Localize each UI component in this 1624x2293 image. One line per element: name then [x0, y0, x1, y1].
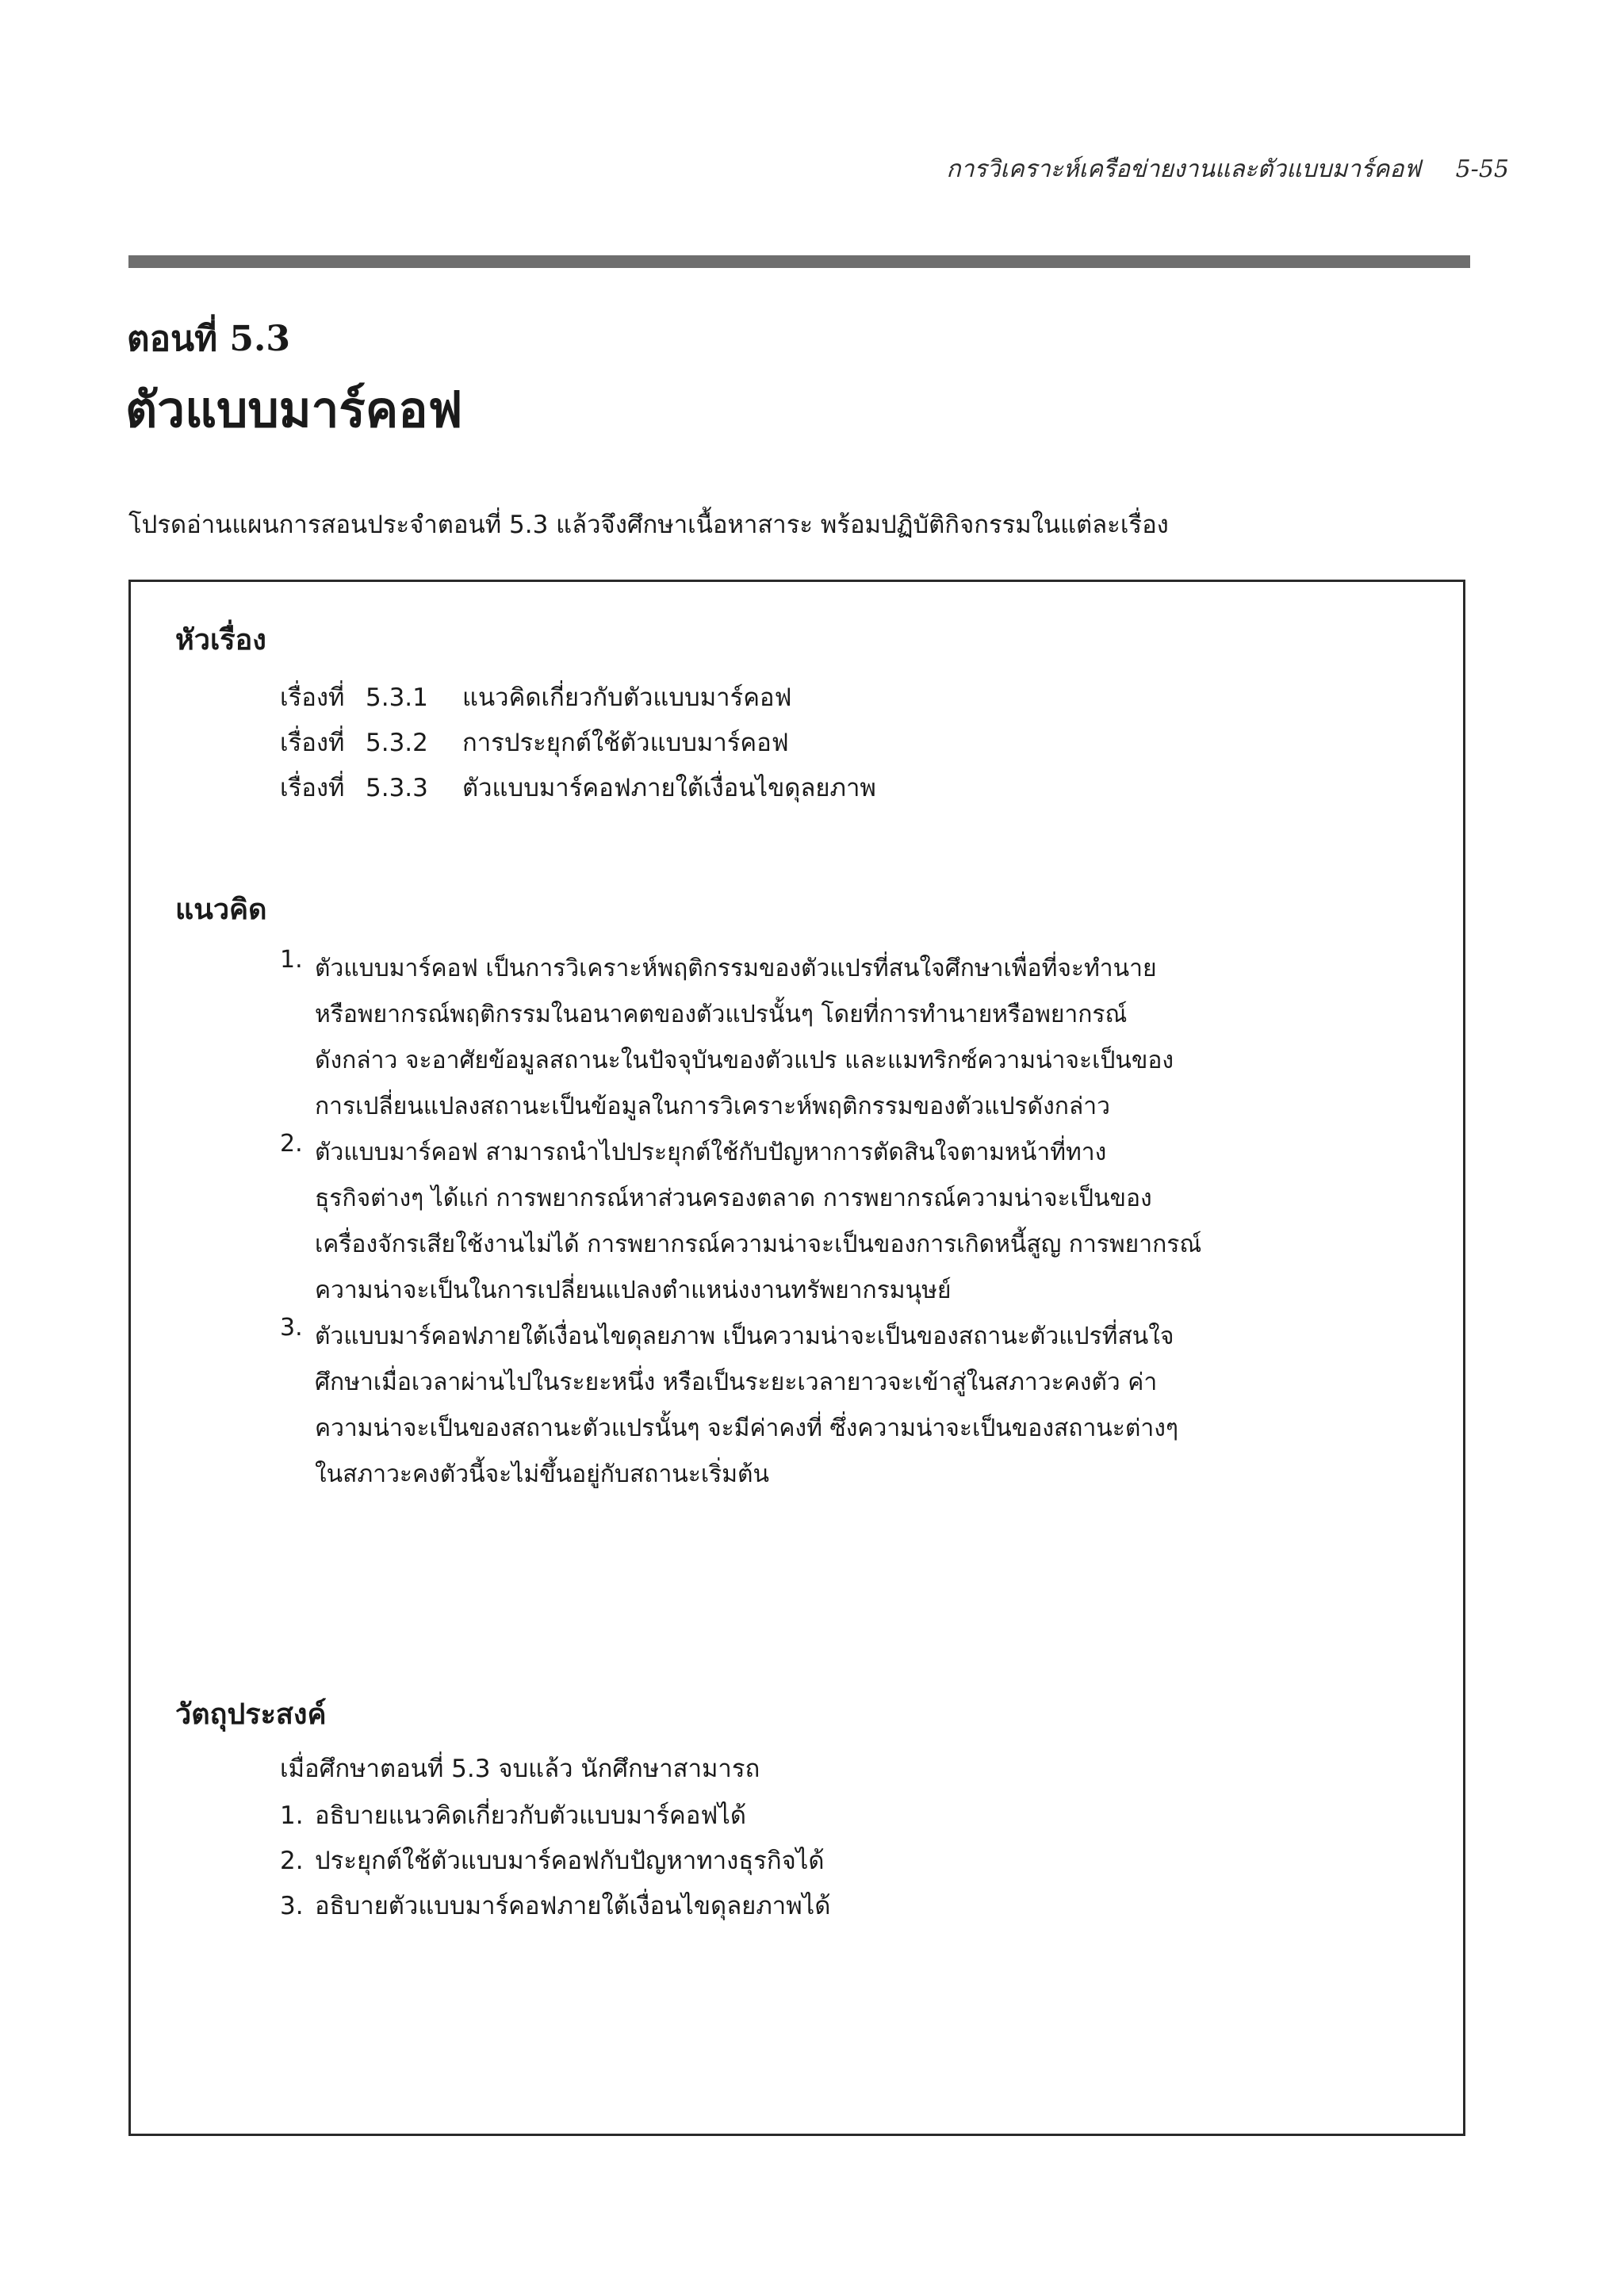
topic-title: การประยุกต์ใช้ตัวแบบมาร์คอฟ — [462, 729, 789, 757]
concept-number: 1. — [280, 946, 303, 974]
concept-number: 2. — [280, 1130, 303, 1158]
page-number: 5-55 — [1455, 155, 1509, 183]
part-title: ตัวแบบมาร์คอฟ — [125, 381, 463, 438]
concept-list — [280, 946, 1335, 1498]
concept-line: เครื่องจักรเสียใช้งานไม่ได้ การพยากรณ์ความน่าจะเป็นของการเกิดหนี้สูญ การพยากรณ์ — [315, 1231, 1202, 1258]
topic-prefix: เรื่องที่ — [280, 729, 345, 757]
objective-text: อธิบายแนวคิดเกี่ยวกับตัวแบบมาร์คอฟได้ — [315, 1801, 747, 1830]
concept-line: ตัวแบบมาร์คอฟ เป็นการวิเคราะห์พฤติกรรมของตัวแปรที่สนใจศึกษาเพื่อที่จะทำนาย — [315, 955, 1157, 982]
topic-item — [280, 676, 876, 721]
topic-prefix: เรื่องที่ — [280, 774, 345, 802]
concept-line: ดังกล่าว จะอาศัยข้อมูลสถานะในปัจจุบันของตัวแปร และแมทริกซ์ความน่าจะเป็นของ — [315, 1047, 1174, 1074]
objective-item — [280, 1839, 830, 1884]
objective-number: 1. — [280, 1801, 304, 1830]
part-number: ตอนที่ 5.3 — [127, 319, 290, 359]
objective-text: ประยุกต์ใช้ตัวแบบมาร์คอฟกับปัญหาทางธุรกิจได้ — [315, 1847, 825, 1875]
topic-number: 5.3.1 — [366, 683, 428, 712]
concepts-heading: แนวคิด — [175, 893, 267, 926]
topic-number: 5.3.2 — [366, 729, 428, 757]
study-plan-box — [128, 580, 1465, 2136]
concept-line: ตัวแบบมาร์คอฟภายใต้เงื่อนไขดุลยภาพ เป็นความน่าจะเป็นของสถานะตัวแปรที่สนใจ — [315, 1323, 1174, 1350]
objective-list — [280, 1793, 830, 1929]
concept-line: ธุรกิจต่างๆ ได้แก่ การพยากรณ์หาส่วนครองตลาด การพยากรณ์ความน่าจะเป็นของ — [315, 1185, 1152, 1212]
topic-title: แนวคิดเกี่ยวกับตัวแบบมาร์คอฟ — [462, 683, 792, 712]
concept-line: ความน่าจะเป็นในการเปลี่ยนแปลงตำแหน่งงานทรัพยากรมนุษย์ — [315, 1277, 952, 1304]
concept-item — [280, 946, 1335, 1130]
concept-line: ความน่าจะเป็นของสถานะตัวแปรนั้นๆ จะมีค่าคงที่ ซึ่งความน่าจะเป็นของสถานะต่างๆ — [315, 1414, 1178, 1442]
topic-item — [280, 721, 876, 766]
objectives-lead: เมื่อศึกษาตอนที่ 5.3 จบแล้ว นักศึกษาสามารถ — [280, 1755, 760, 1783]
objective-number: 2. — [280, 1847, 304, 1875]
objective-item — [280, 1793, 830, 1839]
topic-list — [280, 676, 876, 811]
topic-title: ตัวแบบมาร์คอฟภายใต้เงื่อนไขดุลยภาพ — [462, 774, 876, 802]
concept-item — [280, 1314, 1335, 1498]
objective-number: 3. — [280, 1892, 304, 1920]
concept-line: การเปลี่ยนแปลงสถานะเป็นข้อมูลในการวิเคราะห์พฤติกรรมของตัวแปรดังกล่าว — [315, 1093, 1110, 1120]
running-title: การวิเคราะห์เครือข่ายงานและตัวแบบมาร์คอฟ — [946, 155, 1421, 183]
page-header — [946, 151, 1509, 188]
concept-line: ในสภาวะคงตัวนี้จะไม่ขึ้นอยู่กับสถานะเริ่มต้น — [315, 1460, 770, 1488]
topic-prefix: เรื่องที่ — [280, 683, 345, 712]
objective-item — [280, 1884, 830, 1929]
objective-text: อธิบายตัวแบบมาร์คอฟภายใต้เงื่อนไขดุลยภาพได้ — [315, 1892, 831, 1920]
objectives-heading: วัตถุประสงค์ — [175, 1698, 327, 1731]
concept-number: 3. — [280, 1314, 303, 1342]
concept-line: หรือพยากรณ์พฤติกรรมในอนาคตของตัวแปรนั้นๆ โดยที่การทำนายหรือพยากรณ์ — [315, 1001, 1128, 1028]
header-rule — [128, 255, 1470, 268]
topics-heading: หัวเรื่อง — [175, 623, 266, 657]
concept-item — [280, 1130, 1335, 1314]
intro-text: โปรดอ่านแผนการสอนประจำตอนที่ 5.3 แล้วจึงศึกษาเนื้อหาสาระ พร้อมปฏิบัติกิจกรรมในแต่ละเรื่อง — [128, 511, 1169, 539]
topic-number: 5.3.3 — [366, 774, 428, 802]
concept-line: ศึกษาเมื่อเวลาผ่านไปในระยะหนึ่ง หรือเป็นระยะเวลายาวจะเข้าสู่ในสภาวะคงตัว ค่า — [315, 1369, 1158, 1396]
topic-item — [280, 766, 876, 811]
concept-line: ตัวแบบมาร์คอฟ สามารถนำไปประยุกต์ใช้กับปัญหาการตัดสินใจตามหน้าที่ทาง — [315, 1139, 1107, 1166]
